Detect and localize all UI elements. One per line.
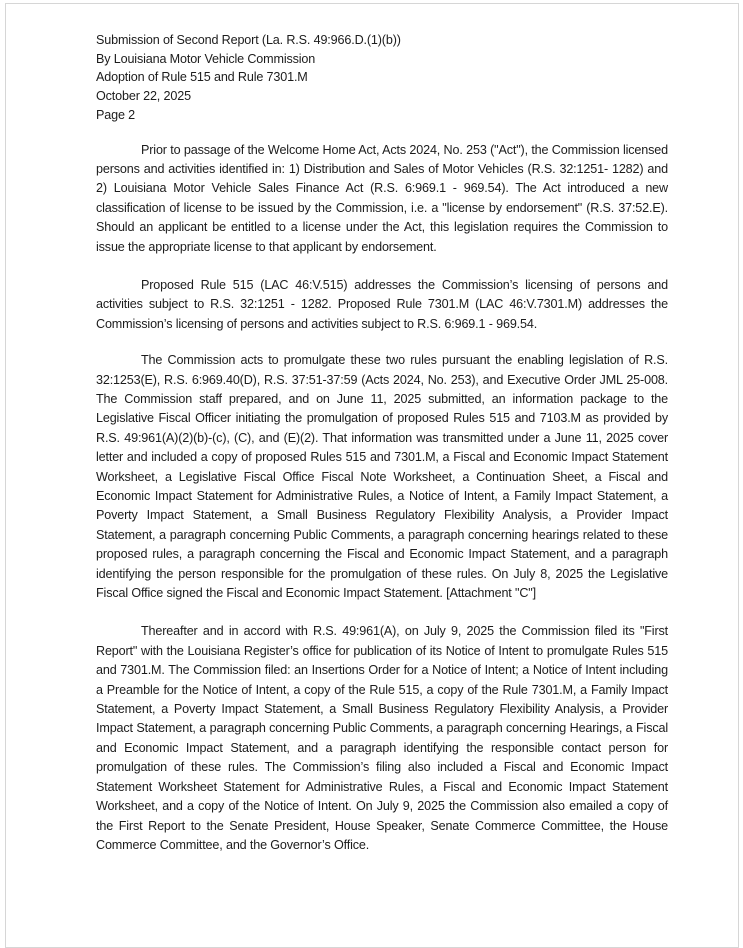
- header-sender: By Louisiana Motor Vehicle Commission: [96, 51, 316, 66]
- paragraph-enabling-legislation: The Commission acts to promulgate these two rules pursuant the enabling legislation of R.S. 32:1253(E), R.S. 6:969.40(D), R.S. 37:51-37:59 (Acts 2024, No. 253), and Executive Order JML 25-008. The Commission staff prepared, and on June 11, 2025 submitted, an information package to the Legislative Fiscal Officer initiating the promulgation of proposed Rules 515 and 7103.M as provided by R.S. 49:961(A)(2)(b)-(c), (C), and (E)(2). That information was transmitted under a June 11, 2025 cover letter and included a copy of proposed Rules 515 and 7301.M, a Fiscal and Economic Impact Statement Worksheet, a Legislative Fiscal Office Fiscal Note Worksheet, a Continuation Sheet, a Fiscal and Economic Impact Statement for Administrative Rules, a Notice of Intent, a Family Impact Statement, a Poverty Impact Statement, a Small Business Regulatory Flexibility Analysis, a Provider Impact Statement, a paragraph concerning Public Comments, a paragraph concerning hearings related to these proposed rules, a paragraph concerning the Fiscal and Economic Impact Statement, and a paragraph identifying the person responsible for the promulgation of these rules. On July 8, 2025 the Legislative Fiscal Office signed the Fiscal and Economic Impact Statement. [Attachment "C"]: [96, 353, 668, 601]
- page-content: [96, 31, 668, 874]
- header-topic: Adoption of Rule 515 and Rule 7301.M: [96, 70, 308, 85]
- letter-header: [96, 31, 668, 125]
- header-date: October 22, 2025: [96, 89, 191, 104]
- paragraph-first-report: Thereafter and in accord with R.S. 49:961(A), on July 9, 2025 the Commission filed its "First Report" with the Louisiana Register’s office for publication of its Notice of Intent to promulgate Rules 515 and 7301.M. The Commission filed: an Insertions Order for a Notice of Intent; a Notice of Intent including a Preamble for the Notice of Intent, a copy of the Rule 515, a copy of the Rule 7301.M, a Family Impact Statement, a Poverty Impact Statement, a Small Business Regulatory Flexibility Analysis, a Provider Impact Statement, a paragraph concerning Public Comments, a paragraph concerning Hearings, a Fiscal and Economic Impact Statement, and a paragraph identifying the responsible contact person for promulgation of these rules. The Commission’s filing also included a Fiscal and Economic Impact Statement Worksheet Statement for Administrative Rules, a Fiscal and Economic Impact Statement Worksheet, and a copy of the Notice of Intent. On July 9, 2025 the Commission also emailed a copy of the First Report to the Senate President, House Speaker, Senate Commerce Committee, the House Commerce Committee, and the Governor’s Office.: [96, 624, 668, 852]
- paragraph-welcome-home-act: Prior to passage of the Welcome Home Act, Acts 2024, No. 253 ("Act"), the Commission licensed persons and activities identified in: 1) Distribution and Sales of Motor Vehicles (R.S. 32:1251- 1282) and 2) Louisiana Motor Vehicle Sales Finance Act (R.S. 6:969.1 - 969.54). The Act introduced a new classification of license to be issued by the Commission, i.e. a "license by endorsement" (R.S. 37:52.E). Should an applicant be entitled to a license under the Act, this legislation requires the Commission to issue the appropriate license to that applicant by endorsement.: [96, 142, 668, 254]
- header-subject: Submission of Second Report (La. R.S. 49:966.D.(1)(b)): [96, 33, 401, 47]
- paragraph-proposed-rules: Proposed Rule 515 (LAC 46:V.515) addresses the Commission’s licensing of persons and activities subject to R.S. 32:1251 - 1282. Proposed Rule 7301.M (LAC 46:V.7301.M) addresses the Commission’s licensing of persons and activities subject to R.S. 6:969.1 - 969.54.: [96, 277, 668, 331]
- page-number: Page 2: [96, 107, 136, 122]
- document-page: [5, 3, 739, 948]
